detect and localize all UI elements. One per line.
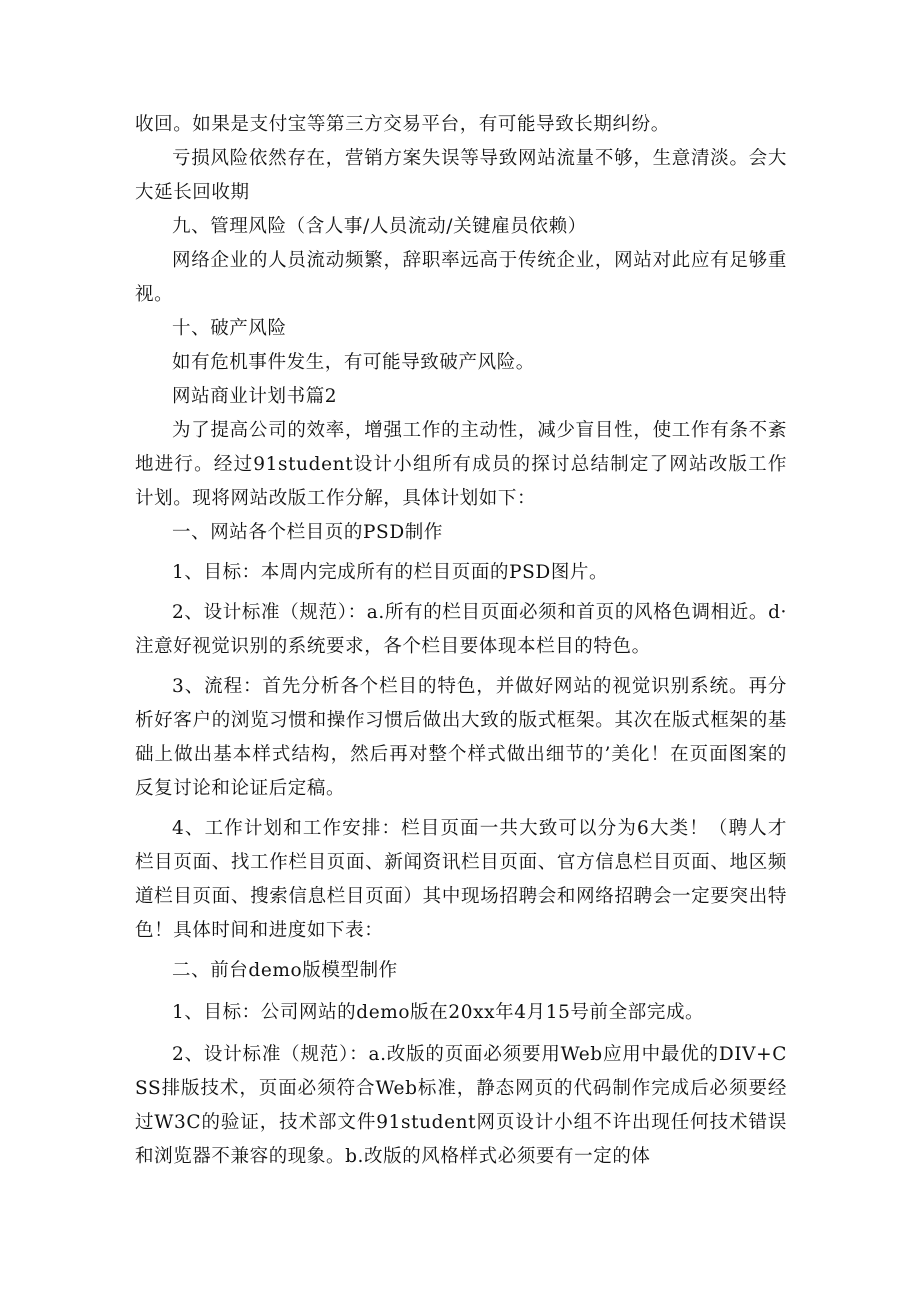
section-heading: 一、网站各个栏目页的PSD制作 — [172, 522, 443, 543]
document-body — [135, 108, 787, 1174]
paragraph: 网络企业的人员流动频繁，辞职率远高于传统企业，网站对此应有足够重视。 — [135, 250, 787, 305]
paragraph: 1、目标：本周内完成所有的栏目页面的PSD图片。 — [172, 562, 609, 583]
paragraph: 如有危机事件发生，有可能导致破产风险。 — [172, 352, 535, 373]
section-heading: 十、破产风险 — [172, 318, 287, 339]
document-subtitle: 网站商业计划书篇2 — [172, 386, 338, 407]
section-heading: 二、前台demo版模型制作 — [172, 960, 398, 981]
paragraph: 收回。如果是支付宝等第三方交易平台，有可能导致长期纠纷。 — [135, 114, 670, 135]
section-heading: 九、管理风险（含人事/人员流动/关键雇员依赖） — [172, 216, 587, 237]
paragraph: 为了提高公司的效率，增强工作的主动性，减少盲目性，使工作有条不紊地进行。经过91student设计小组所有成员的探讨总结制定了网站改版工作计划。现将网站改版工作分解，具体计划如下： — [135, 420, 787, 509]
paragraph: 2、设计标准（规范）：a.所有的栏目页面必须和首页的风格色调相近。d·注意好视觉识别的系统要求，各个栏目要体现本栏目的特色。 — [135, 602, 787, 657]
paragraph: 亏损风险依然存在，营销方案失误等导致网站流量不够，生意清淡。会大大延长回收期 — [135, 148, 787, 203]
paragraph: 4、工作计划和工作安排：栏目页面一共大致可以分为6大类！（聘人才栏目页面、找工作栏目页面、新闻资讯栏目页面、官方信息栏目页面、地区频道栏目页面、搜索信息栏目页面）其中现场招聘会和网络招聘会一定要突出特色！具体时间和进度如下表： — [135, 818, 787, 941]
paragraph: 1、目标：公司网站的demo版在20xx年4月15号前全部完成。 — [172, 1002, 705, 1023]
paragraph: 2、设计标准（规范）：a.改版的页面必须要用Web应用中最优的DIV+CSS排版技术，页面必须符合Web标准，静态网页的代码制作完成后必须要经过W3C的验证，技术部文件91student网页设计小组不许出现任何技术错误和浏览器不兼容的现象。b.改版的风格样式必须要有一定的体 — [135, 1044, 787, 1167]
paragraph: 3、流程：首先分析各个栏目的特色，并做好网站的视觉识别系统。再分析好客户的浏览习惯和操作习惯后做出大致的版式框架。其次在版式框架的基础上做出基本样式结构，然后再对整个样式做出细节的’美化！在页面图案的反复讨论和论证后定稿。 — [135, 676, 787, 799]
